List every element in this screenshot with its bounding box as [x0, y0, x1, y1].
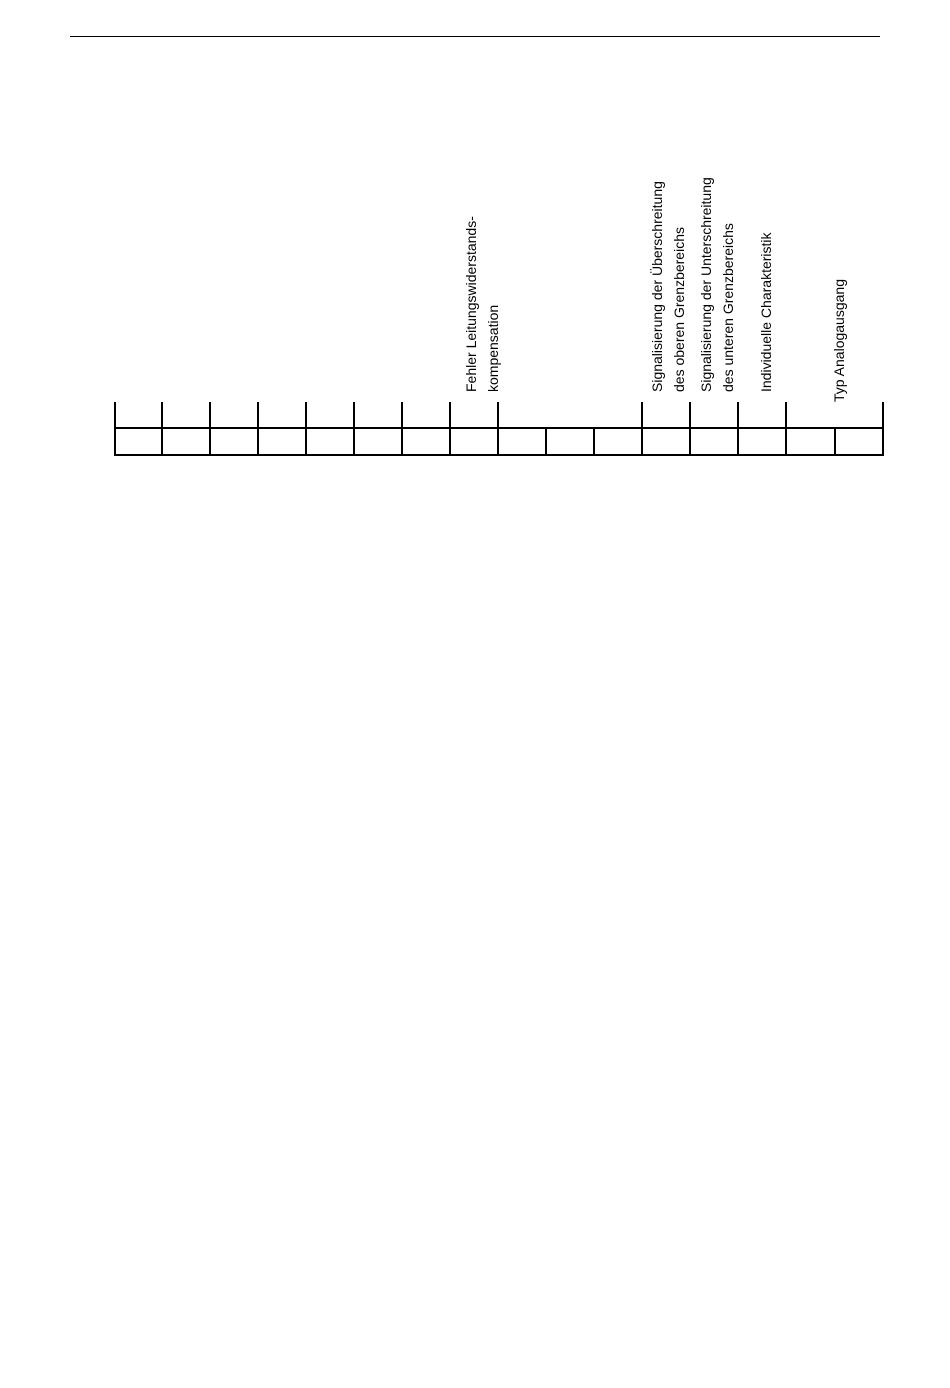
label-lower-limit-line1: Signalisierung der Unterschreitung: [698, 177, 714, 392]
label-individual-characteristic-text: Individuelle Charakteristik: [758, 232, 774, 392]
label-lead-compensation-line2: kompensation: [485, 304, 501, 392]
label-lower-limit-line2: des unteren Grenzbereichs: [720, 223, 736, 392]
bit-table: [0, 0, 950, 470]
label-analog-output-type-text: Typ Analogausgang: [831, 279, 847, 402]
label-upper-limit-line1: Signalisierung der Überschreitung: [649, 181, 665, 392]
label-lead-compensation-line1: Fehler Leitungswiderstands-: [463, 216, 479, 392]
label-upper-limit-line2: des oberen Grenzbereichs: [671, 227, 687, 392]
